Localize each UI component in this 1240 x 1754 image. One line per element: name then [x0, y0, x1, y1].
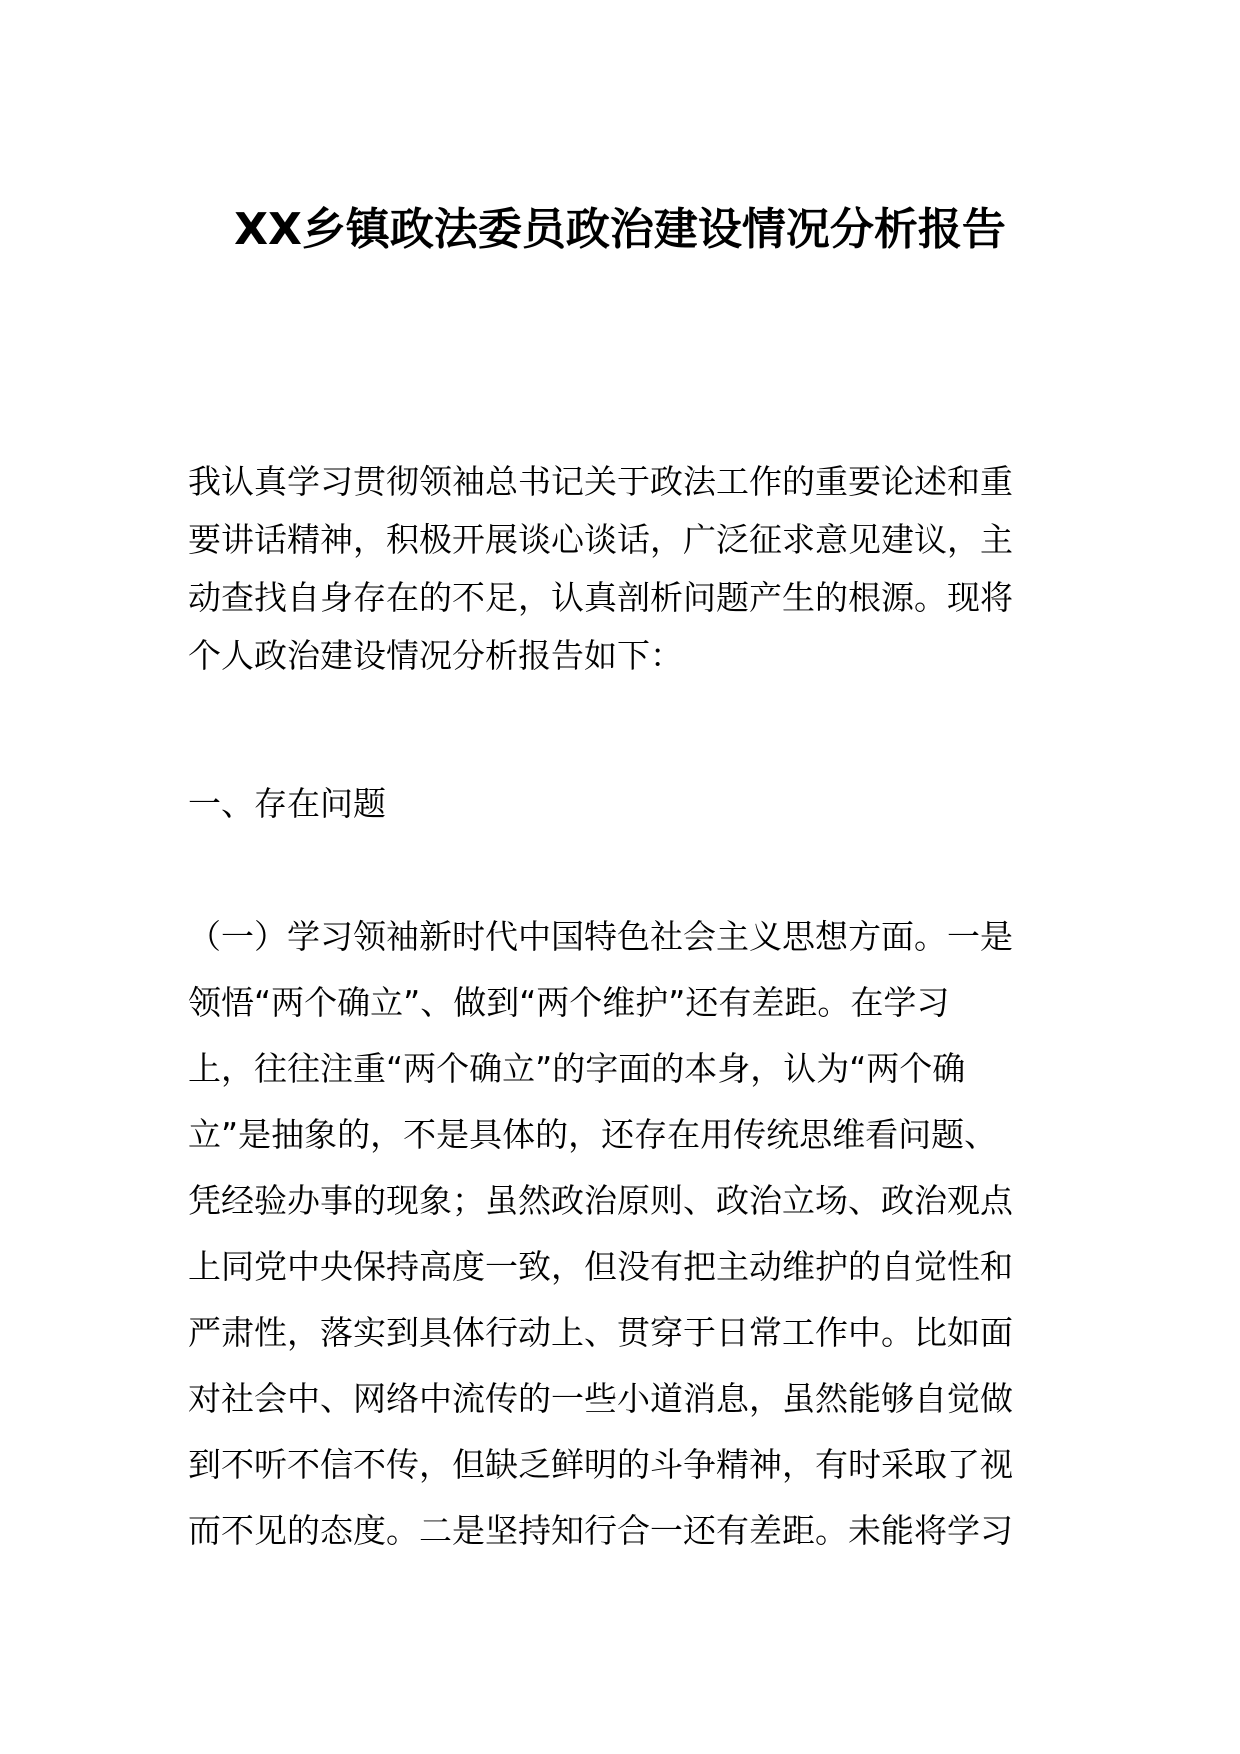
section-line: 而不见的态度。二是坚持知行合一还有差距。未能将学习 — [188, 1511, 1013, 1550]
section-line: 严肃性，落实到具体行动上、贯穿于日常工作中。比如面 — [188, 1313, 1013, 1352]
section-line: 到不听不信不传，但缺乏鲜明的斗争精神，有时采取了视 — [188, 1445, 1013, 1484]
section-line: 上，往往注重“两个确立”的字面的本身，认为“两个确 — [188, 1049, 966, 1088]
intro-line: 个人政治建设情况分析报告如下： — [188, 636, 683, 675]
section-line: 上同党中央保持高度一致，但没有把主动维护的自觉性和 — [188, 1247, 1013, 1286]
section-line: 对社会中、网络中流传的一些小道消息，虽然能够自觉做 — [188, 1379, 1013, 1418]
intro-line: 动查找自身存在的不足，认真剖析问题产生的根源。现将 — [188, 578, 1013, 617]
section-heading: 一、存在问题 — [188, 784, 386, 823]
section-line: 立”是抽象的，不是具体的，还存在用传统思维看问题、 — [188, 1115, 998, 1154]
document-title: XX乡镇政法委员政治建设情况分析报告 — [234, 204, 1006, 255]
intro-line: 我认真学习贯彻领袖总书记关于政法工作的重要论述和重 — [188, 462, 1013, 501]
section-line: （一）学习领袖新时代中国特色社会主义思想方面。一是 — [188, 917, 1013, 956]
intro-line: 要讲话精神，积极开展谈心谈话，广泛征求意见建议，主 — [188, 520, 1013, 559]
section-line: 领悟“两个确立”、做到“两个维护”还有差距。在学习 — [188, 983, 950, 1022]
section-line: 凭经验办事的现象；虽然政治原则、政治立场、政治观点 — [188, 1181, 1013, 1220]
